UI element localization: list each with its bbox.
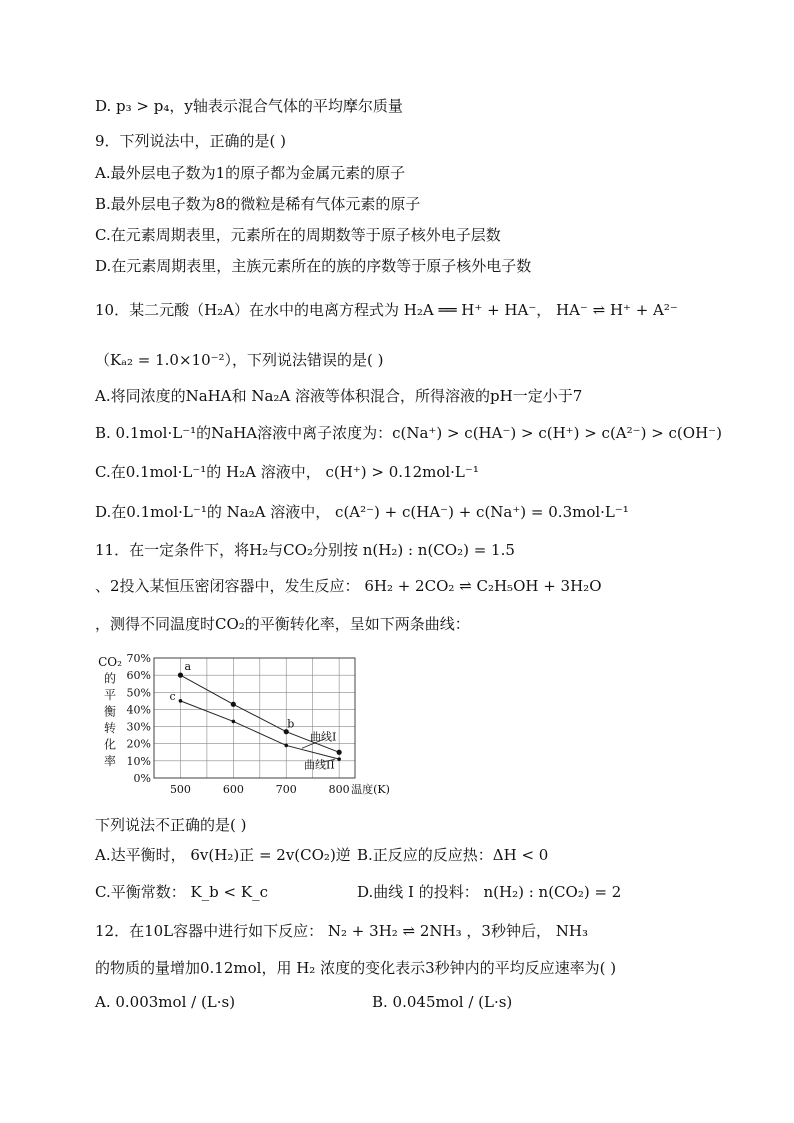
y-label-char: CO₂ [98,655,122,669]
point-label: c [169,689,176,703]
x-tick-label: 500 [169,783,191,796]
q10-option-c: C.在0.1mol·L⁻¹的 H₂A 溶液中， c(H⁺) > 0.12mol·L⁻¹ [95,463,479,481]
question-10-stem: 10．某二元酸（H₂A）在水中的电离方程式为 H₂A ══ H⁺ + HA⁻， HA⁻ ⇌ H⁺ + A²⁻ [95,301,678,319]
data-point [231,702,236,707]
question-11-stem-cont2: ，测得不同温度时CO₂的平衡转化率，呈如下两条曲线： [95,615,470,633]
y-label-char: 化 [103,737,117,752]
data-point [284,744,288,748]
data-point [337,757,341,761]
q11-option-d: D.曲线 I 的投料： n(H₂) : n(CO₂) = 2 [357,883,622,901]
y-label-char: 的 [103,671,117,686]
q9-option-b: B.最外层电子数为8的微粒是稀有气体元素的原子 [95,195,421,213]
x-tick-label: 700 [275,783,297,796]
y-label-char: 平 [103,688,117,702]
point-label: a [184,660,192,674]
y-tick-label: 70% [126,652,151,665]
x-tick-label: 600 [222,783,244,796]
point-labels [169,660,294,731]
y-label-char: 率 [103,754,117,768]
data-point [179,699,183,703]
series-name-label: 曲线II [304,758,335,772]
q11-option-b: B.正反应的反应热：ΔH < 0 [357,846,549,864]
q8-option-d: D. p₃ > p₄，y轴表示混合气体的平均摩尔质量 [95,97,403,115]
question-9-stem: 9．下列说法中，正确的是( ) [95,132,287,150]
y-tick-label: 60% [126,669,151,683]
q10-option-d: D.在0.1mol·L⁻¹的 Na₂A 溶液中， c(A²⁻) + c(HA⁻) + c(Na⁺) = 0.3mol·L⁻¹ [95,503,629,521]
series-name-label: 曲线I [310,730,337,744]
y-axis-label [98,655,122,768]
y-tick-label: 50% [126,686,151,700]
q9-option-d: D.在元素周期表里，主族元素所在的族的序数等于原子核外电子数 [95,257,532,275]
q12-option-a: A. 0.003mol / (L·s) [95,993,236,1011]
x-tick-label: 800 [328,783,350,796]
question-12-stem-cont: 的物质的量增加0.12mol，用 H₂ 浓度的变化表示3秒钟内的平均反应速率为( ) [95,959,617,977]
data-point [232,720,236,724]
question-11-stem: 11．在一定条件下，将H₂与CO₂分别按 n(H₂) : n(CO₂) = 1.5 [95,541,515,559]
question-10-stem-cont: （Kₐ₂ = 1.0×10⁻²），下列说法错误的是( ) [95,351,384,369]
y-tick-label: 10% [126,754,151,768]
y-tick-label: 30% [126,720,151,734]
y-label-char: 衡 [103,704,117,719]
question-12-stem: 12．在10L容器中进行如下反应： N₂ + 3H₂ ⇌ 2NH₃ ，3秒钟后， NH₃ [95,922,588,940]
q11-option-c: C.平衡常数： K_b < K_c [95,883,268,901]
y-tick-label: 0% [133,772,151,785]
q9-option-a: A.最外层电子数为1的原子都为金属元素的原子 [95,164,406,182]
q12-option-b: B. 0.045mol / (L·s) [372,993,513,1011]
y-label-char: 转 [103,721,117,735]
y-tick-labels [127,652,151,785]
y-tick-label: 40% [126,703,151,717]
q9-option-c: C.在元素周期表里，元素所在的周期数等于原子核外电子层数 [95,226,501,244]
data-point [337,750,342,755]
q10-option-b: B. 0.1mol·L⁻¹的NaHA溶液中离子浓度为：c(Na⁺) > c(HA⁻) > c(H⁺) > c(A²⁻) > c(OH⁻) [95,424,722,442]
co2-conversion-chart [92,648,412,803]
x-axis-label: 温度(K) [351,783,390,796]
y-tick-label: 20% [126,737,151,751]
q10-option-a: A.将同浓度的NaHA和 Na₂A 溶液等体积混合，所得溶液的pH一定小于7 [95,387,583,405]
data-point [178,673,183,678]
question-11-stem-cont: 、2投入某恒压密闭容器中，发生反应： 6H₂ + 2CO₂ ⇌ C₂H₅OH + 3H₂O [95,577,602,595]
point-label: b [287,717,295,731]
question-11-prompt: 下列说法不正确的是( ) [95,816,247,834]
q11-option-a: A.达平衡时， 6v(H₂)正 = 2v(CO₂)逆 [95,846,351,864]
x-tick-labels [170,783,350,796]
